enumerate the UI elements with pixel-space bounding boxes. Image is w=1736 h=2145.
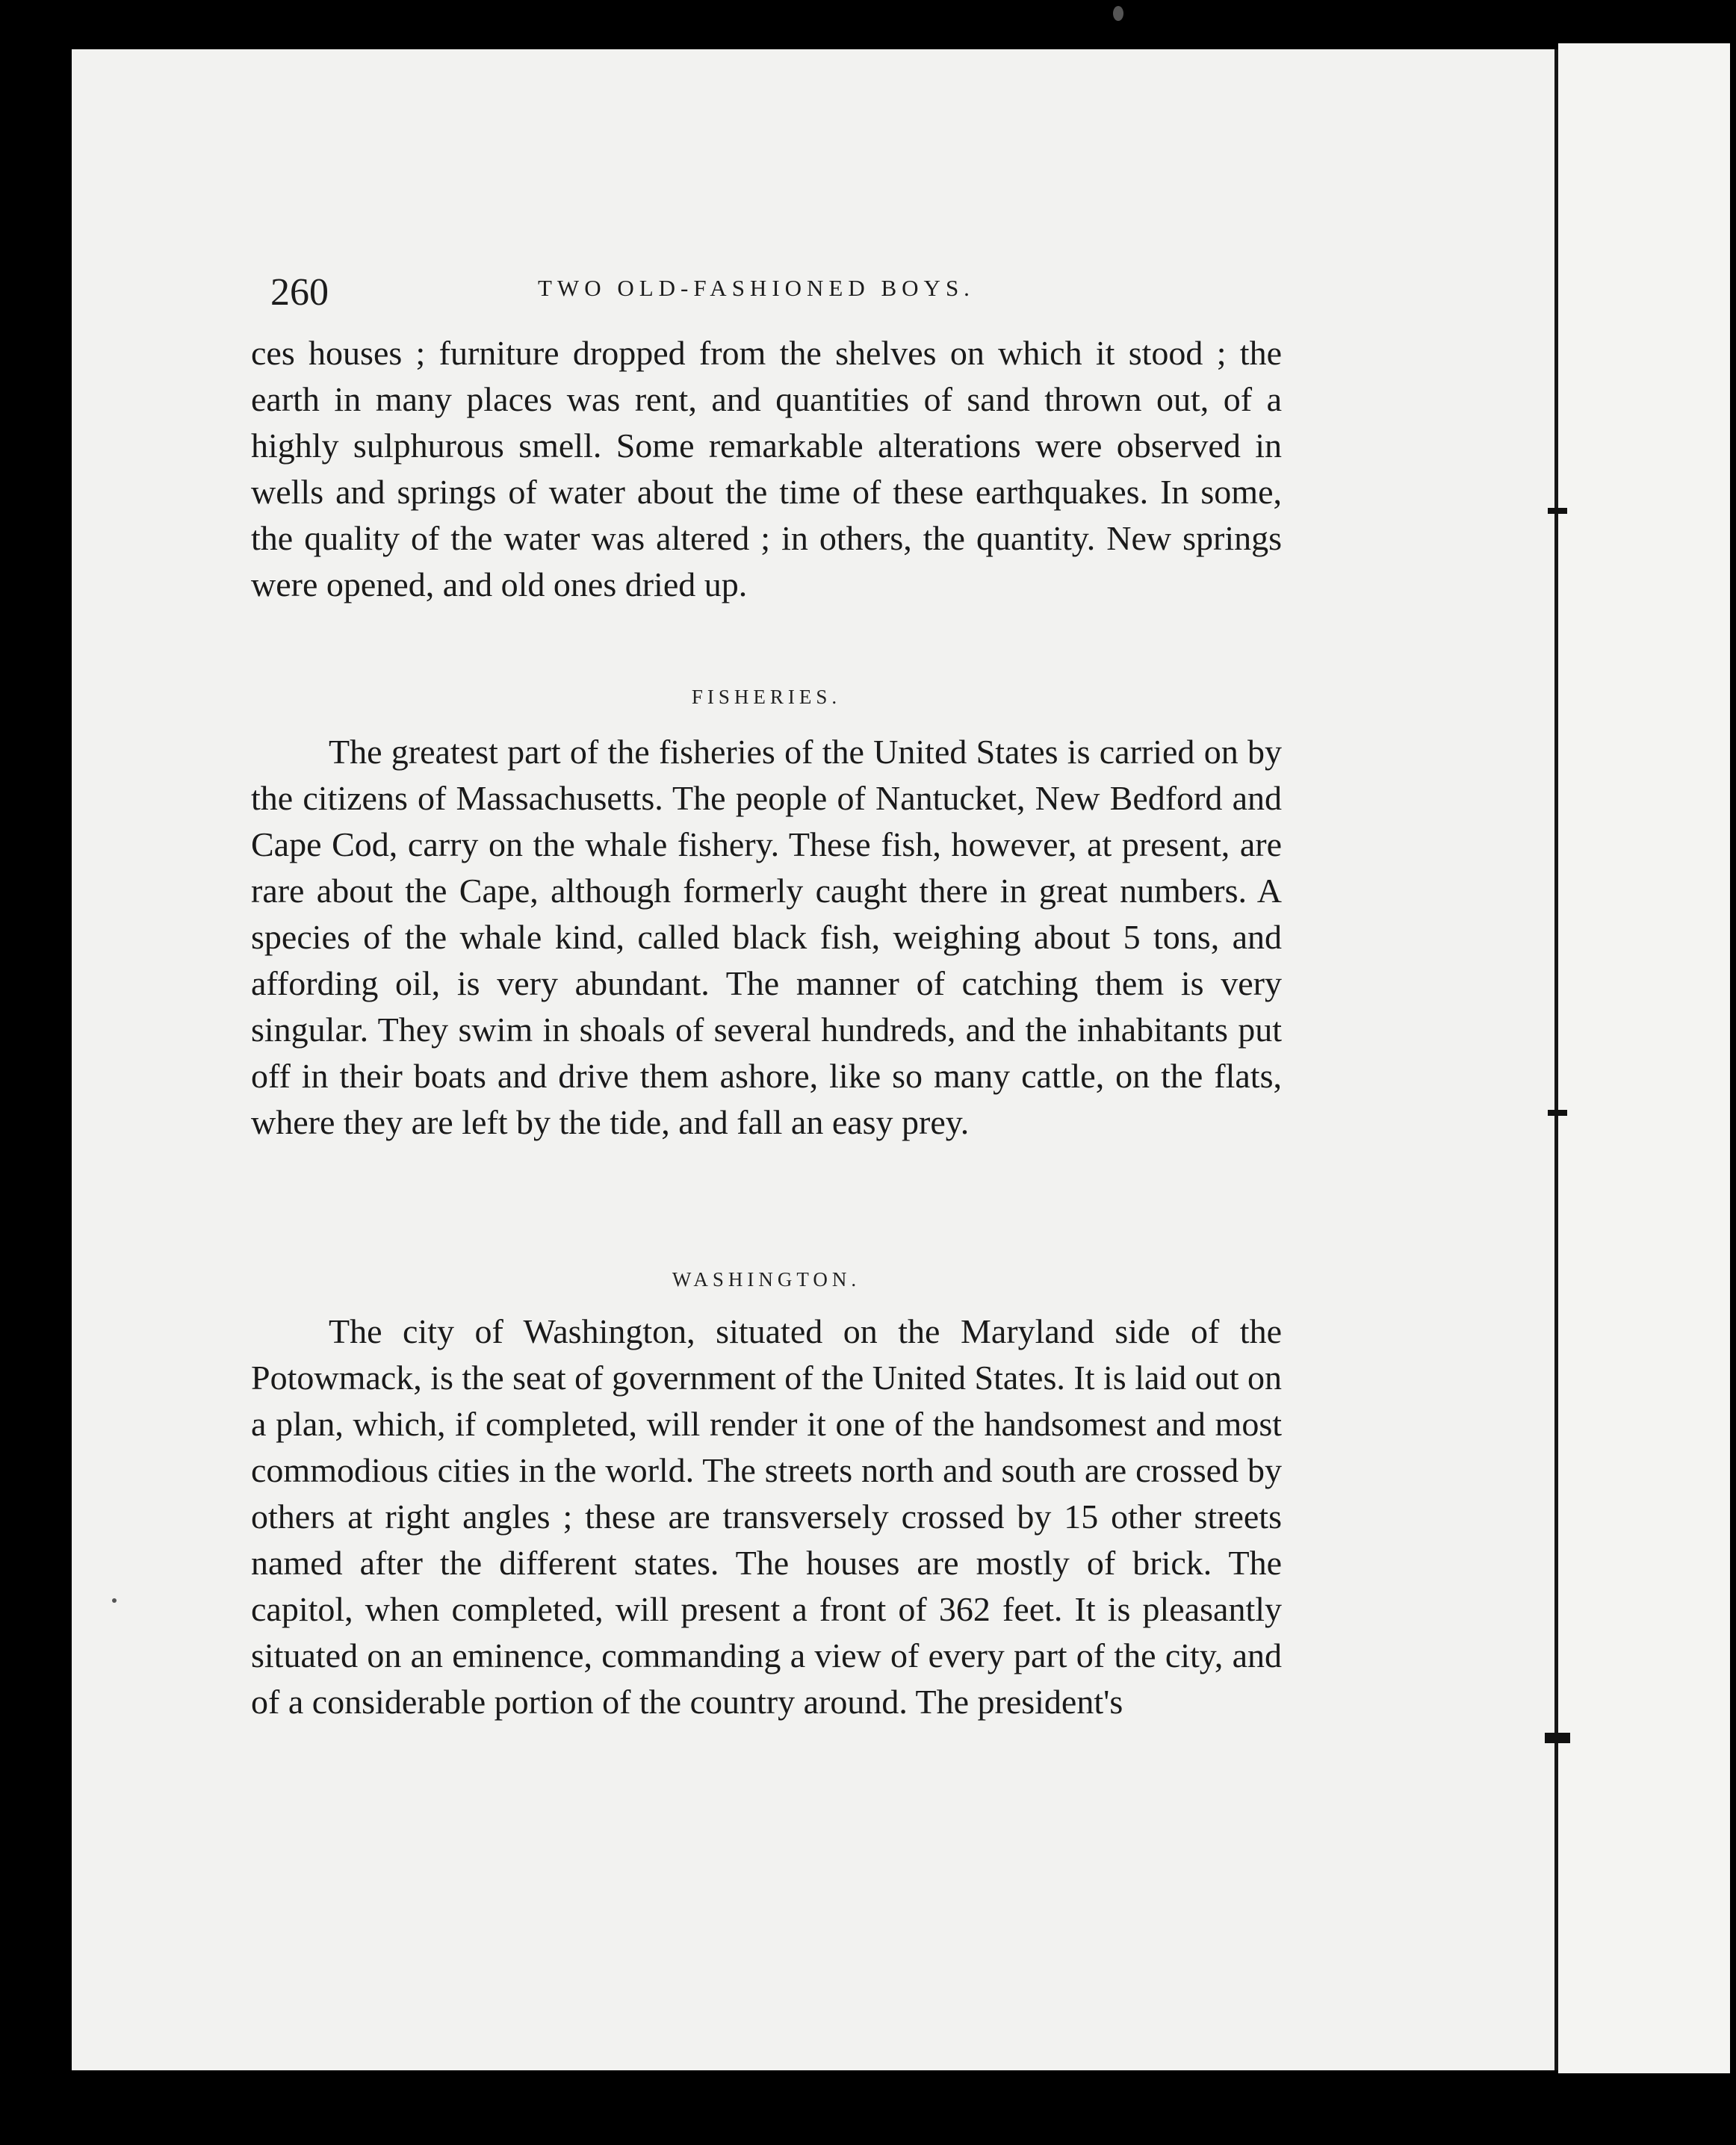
- paragraph-fisheries: The greatest part of the fisheries of the United States is carried on by the citizens of Massachusetts. The people of Nantucket, New Bedford and Cape Cod, carry on the whale fishery. These fish, however, at present, are rare about the Cape, although formerly caught there in great numbers. A species of the whale kind, called black fish, weighing about 5 tons, and affording oil, is very abundant. The manner of catching them is very singular. They swim in shoals of several hundreds, and the inhabitants put off in their boats and drive them ashore, like so many cattle, on the flats, where they are left by the tide, and fall an easy prey.: [251, 733, 1282, 1141]
- adjacent-page-edge: [1558, 43, 1730, 2073]
- page-gutter-line: [1554, 49, 1558, 2070]
- gutter-mark: [1545, 1733, 1570, 1743]
- gutter-mark: [1548, 508, 1567, 514]
- scan-speck: [112, 1598, 117, 1603]
- section-heading-washington: WASHINGTON.: [672, 1268, 861, 1291]
- page-number: 260: [270, 271, 329, 314]
- gutter-mark: [1548, 1110, 1567, 1116]
- scan-speck: [1113, 6, 1123, 21]
- section-heading-fisheries: FISHERIES.: [691, 686, 842, 708]
- paragraph-continuation: ces houses ; furniture dropped from the shelves on which it stood ; the earth in many places was rent, and quantities of sand thrown out, of a highly sulphurous smell. Some remarkable alterations were observed in wells and springs of water about the time of these earthquakes. In some, the quality of the water was altered ; in others, the quantity. New springs were opened, and old ones dried up.: [251, 334, 1282, 603]
- paragraph-washington: The city of Washington, situated on the Maryland side of the Potowmack, is the seat of government of the United States. It is laid out on a plan, which, if completed, will render it one of the handsomest and most commodious cities in the world. The streets north and south are crossed by others at right angles ; these are transversely crossed by 15 other streets named after the different states. The houses are mostly of brick. The capitol, when completed, will present a front of 362 feet. It is pleasantly situated on an eminence, commanding a view of every part of the city, and of a considerable portion of the country around. The president's: [251, 1312, 1282, 1721]
- running-head: TWO OLD-FASHIONED BOYS.: [538, 275, 975, 301]
